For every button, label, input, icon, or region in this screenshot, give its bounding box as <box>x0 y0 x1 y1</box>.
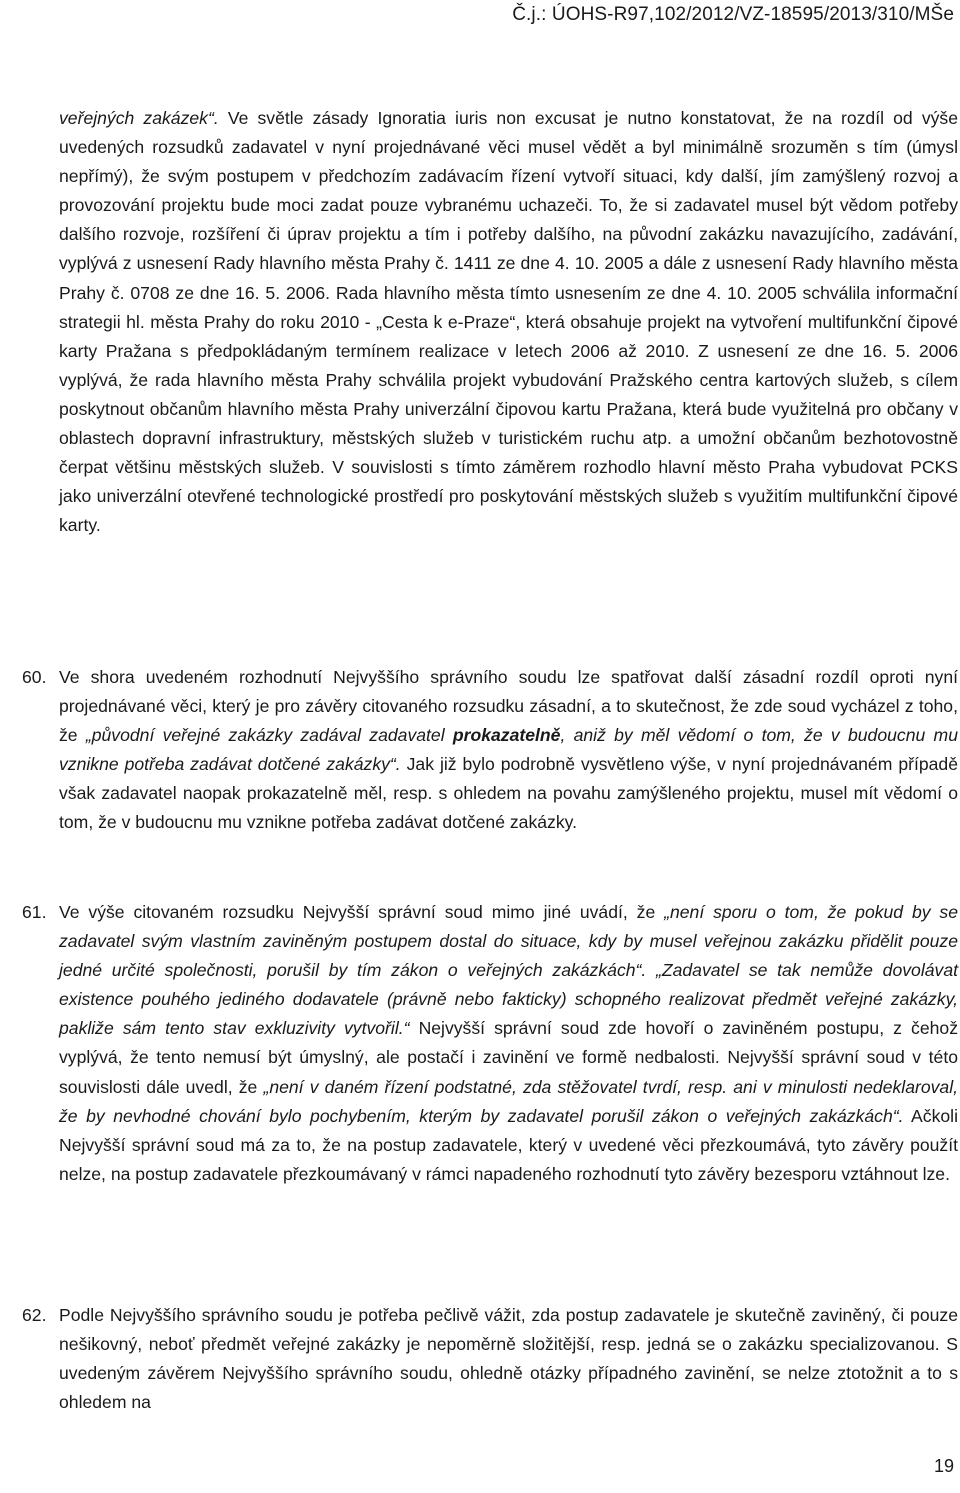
text-run: Ve výše citovaném rozsudku Nejvyšší správní soud mimo jiné uvádí, že <box>59 902 665 922</box>
bold-italic-emphasis: prokazatelně <box>452 725 561 746</box>
continued-paragraph <box>59 104 958 540</box>
italic-quote: „původní veřejné zakázky zadával zadavatel <box>85 725 453 746</box>
italic-quote: „není v daném řízení podstatné, zda stěžovatel tvrdí, resp. ani v minulosti nedeklaroval, že by nevhodné chování bylo pochybením, kterým by zadavatel porušil zákon o veřejných zakázkách“. <box>59 1076 958 1126</box>
text-run: Jak již bylo podrobně vysvětleno výše, v nyní projednávaném případě však zadavatel naopak prokazatelně měl, resp. s ohledem na povahu zamýšleného projektu, musel mít vědomí o tom, že v budoucnu mu vznikne potřeba zadávat dotčené zakázky. <box>59 754 958 833</box>
paragraph-text <box>59 898 958 1189</box>
italic-quote: veřejných zakázek“. <box>59 108 219 128</box>
text-run: Nejvyšší správní soud zde hovoří o zaviněném postupu, z čehož vyplývá, že tento nemusí být úmyslný, ale postačí i zavinění ve formě nedbalosti. Nejvyšší správní soud v této souvislosti dále uvedl, že <box>59 1018 959 1097</box>
paragraph-text: Ve světle zásady Ignoratia iuris non excusat je nutno konstatovat, že na rozdíl od výše uvedených rozsudků zadavatel v nyní projednávané věci musel vědět a byl minimálně srozuměn s tím (úmysl nepřímý), že svým postupem v předchozím zadávacím řízení vytvoří situaci, kdy další, jím zamýšlený rozvoj a provozování projektu bude moci zadat pouze vybranému uchazeči. To, že si zadavatel musel být vědom potřeby dalšího rozvoje, rozšíření či úprav projektu a tím i potřeby dalšího, na původní zakázku navazujícího, zadávání, vyplývá z usnesení Rady hlavního města Prahy č. 1411 ze dne 4. 10. 2005 a dále z usnesení Rady hlavního města Prahy č. 0708 ze dne 16. 5. 2006. Rada hlavního města tímto usnesením ze dne 4. 10. 2005 schválila informační strategii hl. města Prahy do roku 2010 - „Cesta k e-Praze“, která obsahuje projekt na vytvoření multifunkční čipové karty Pražana s předpokládaným termínem realizace v letech 2006 až 2010. Z usnesení ze dne 16. 5. 2006 vyplývá, že rada hlavního města Prahy schválila projekt vybudování Pražského centra kartových služeb, s cílem poskytnout občanům hlavního města Prahy univerzální čipovou kartu Pražana, která bude využitelná pro občany v oblastech dopravní infrastruktury, městských služeb v turistickém ruchu atp. a umožní občanům bezhotovostně čerpat většinu městských služeb. V souvislosti s tímto záměrem rozhodlo hlavní město Praha vybudovat PCKS jako univerzální otevřené technologické prostředí pro poskytování městských služeb s využitím multifunkční čipové karty. <box>59 108 959 536</box>
page-number: 19 <box>933 1456 954 1476</box>
paragraph-number: 61. <box>22 902 47 922</box>
text-run: Podle Nejvyššího správního soudu je potřeba pečlivě vážit, zda postup zadavatele je skutečně zaviněný, či pouze nešikovný, neboť předmět veřejné zakázky je nepoměrně složitější, resp. jedná se o zakázku specializovanou. S uvedeným závěrem Nejvyššího správního soudu, ohledně otázky případného zavinění, se nelze ztotožnit a to s ohledem na <box>59 1305 958 1413</box>
italic-quote: , aniž by měl vědomí o tom, že v budoucnu mu vznikne potřeba zadávat dotčené zakázky“. <box>59 725 958 775</box>
paragraph-text <box>59 1301 958 1417</box>
paragraph-number: 62. <box>22 1305 47 1325</box>
document-reference-number: Č.j.: ÚOHS-R97,102/2012/VZ-18595/2013/310/MŠe <box>512 4 954 25</box>
paragraph-number: 60. <box>22 667 47 687</box>
italic-quote: „není sporu o tom, že pokud by se zadavatel svým vlastním zaviněným postupem dostal do situace, kdy by musel veřejnou zakázku přidělit pouze jedné určité společnosti, porušil by tím zákon o veřejných zakázkách“. „Zadavatel se tak nemůže dovolávat existence pouhého jediného dodavatele (právně nebo fakticky) schopného realizovat předmět veřejné zakázky, pakliže sám tento stav exkluzivity vytvořil.“ <box>59 902 958 1039</box>
paragraph-text <box>59 663 958 838</box>
text-run: Ačkoli Nejvyšší správní soud má za to, že na postup zadavatele, který v uvedené věci přezkoumává, tyto závěry použít nelze, na postup zadavatele přezkoumávaný v rámci napadeného rozhodnutí tyto závěry bezesporu vztáhnout lze. <box>59 1105 958 1184</box>
text-run: Ve shora uvedeném rozhodnutí Nejvyššího správního soudu lze spatřovat další zásadní rozdíl oproti nyní projednávané věci, který je pro závěry citovaného rozsudku zásadní, a to skutečnost, že zde soud vycházel z toho, že <box>59 667 958 746</box>
